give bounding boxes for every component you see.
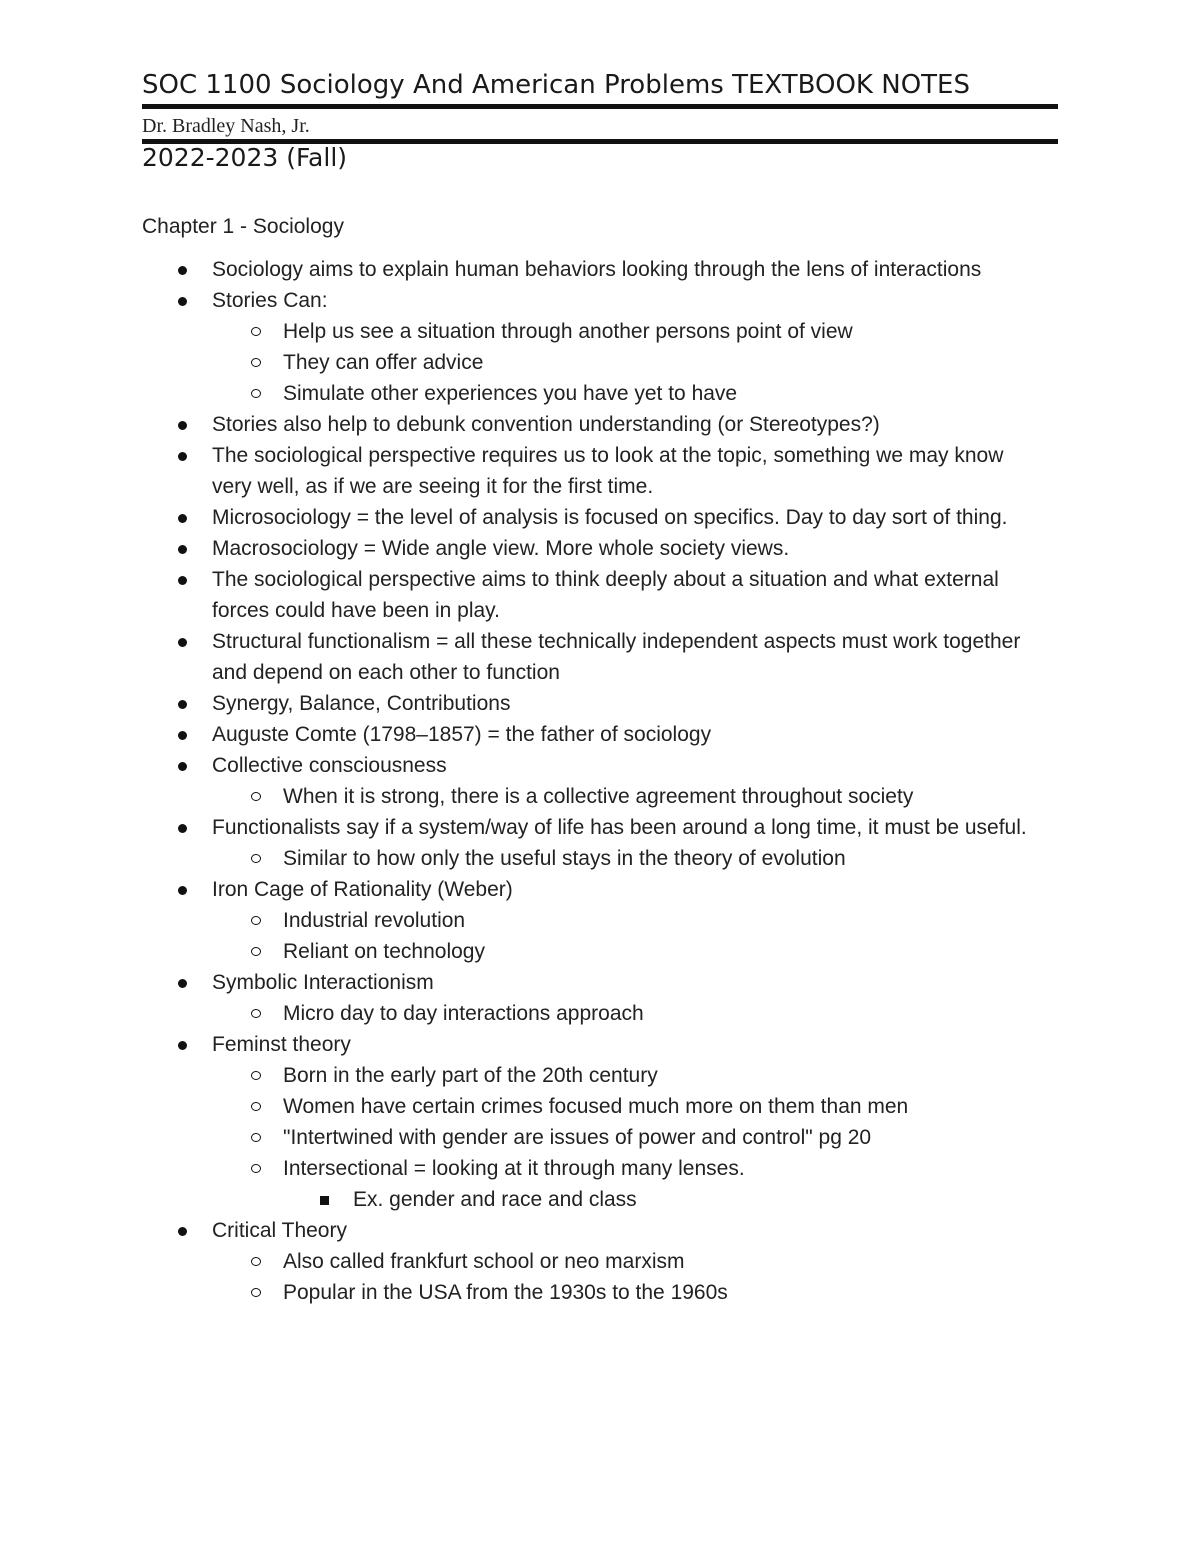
list-item-text: Simulate other experiences you have yet to have [283, 382, 738, 405]
bullet-circle-icon [250, 781, 264, 812]
list-item-text: Structural functionalism = all these technically independent aspects must work together and depend on each other to function [212, 630, 1021, 684]
list-item [0, 1029, 1048, 1060]
bullet-dot-icon [176, 1215, 188, 1246]
list-item [0, 874, 1048, 905]
bullet-dot-icon [176, 688, 188, 719]
list-item-text: Critical Theory [212, 1219, 347, 1242]
bullet-circle-icon [250, 1246, 264, 1277]
list-item-text: Micro day to day interactions approach [283, 1002, 644, 1025]
list-item-text: Sociology aims to explain human behaviors looking through the lens of interactions [212, 258, 982, 281]
term-label: 2022-2023 (Fall) [142, 143, 348, 172]
list-item-text: Macrosociology = Wide angle view. More whole society views. [212, 537, 790, 560]
list-item-text: Popular in the USA from the 1930s to the 1960s [283, 1281, 728, 1304]
bullet-circle-icon [250, 347, 264, 378]
bullet-dot-icon [176, 409, 188, 440]
bullet-circle-icon [250, 905, 264, 936]
list-item [0, 564, 1048, 626]
list-item [0, 1215, 1048, 1246]
list-item-text: Synergy, Balance, Contributions [212, 692, 511, 715]
list-item-text: Ex. gender and race and class [353, 1188, 637, 1211]
list-item [0, 626, 1048, 688]
list-item [0, 254, 1048, 285]
list-item [0, 1277, 1048, 1308]
list-item-text: Collective consciousness [212, 754, 447, 777]
list-item-text: Auguste Comte (1798–1857) = the father of sociology [212, 723, 712, 746]
list-item-text: Women have certain crimes focused much more on them than men [283, 1095, 909, 1118]
bullet-dot-icon [176, 564, 188, 595]
list-item [0, 1153, 1048, 1184]
author-name: Dr. Bradley Nash, Jr. [142, 115, 310, 137]
list-item-text: Intersectional = looking at it through many lenses. [283, 1157, 745, 1180]
list-item-text: Microsociology = the level of analysis is focused on specifics. Day to day sort of thing. [212, 506, 1008, 529]
bullet-circle-icon [250, 936, 264, 967]
list-item-text: "Intertwined with gender are issues of power and control" pg 20 [283, 1126, 872, 1149]
bullet-circle-icon [250, 316, 264, 347]
bullet-dot-icon [176, 812, 188, 843]
list-item [0, 316, 1048, 347]
list-item [0, 502, 1048, 533]
bullet-dot-icon [176, 254, 188, 285]
bullet-circle-icon [250, 843, 264, 874]
list-item-text: Industrial revolution [283, 909, 466, 932]
list-item-text: Iron Cage of Rationality (Weber) [212, 878, 513, 901]
bullet-dot-icon [176, 533, 188, 564]
list-item [0, 967, 1048, 998]
list-item-text: Stories also help to debunk convention understanding (or Stereotypes?) [212, 413, 880, 436]
list-item [0, 1091, 1048, 1122]
list-item-text: Feminst theory [212, 1033, 351, 1056]
list-item-text: Functionalists say if a system/way of life has been around a long time, it must be useful. [212, 816, 1027, 839]
list-item-text: The sociological perspective aims to think deeply about a situation and what external forces could have been in play. [212, 568, 999, 622]
bullet-dot-icon [176, 440, 188, 471]
list-item [0, 285, 1048, 316]
list-item [0, 1246, 1048, 1277]
bullet-circle-icon [250, 998, 264, 1029]
bullet-dot-icon [176, 626, 188, 657]
list-item [0, 998, 1048, 1029]
list-item [0, 409, 1048, 440]
list-item-text: Similar to how only the useful stays in the theory of evolution [283, 847, 846, 870]
list-item [0, 378, 1048, 409]
bullet-circle-icon [250, 1277, 264, 1308]
bullet-dot-icon [176, 967, 188, 998]
bullet-dot-icon [176, 750, 188, 781]
list-item [0, 936, 1048, 967]
list-item-text: When it is strong, there is a collective agreement throughout society [283, 785, 914, 808]
list-item-text: The sociological perspective requires us to look at the topic, something we may know very well, as if we are seeing it for the first time. [212, 444, 1004, 498]
list-item-text: Also called frankfurt school or neo marxism [283, 1250, 685, 1273]
list-item [0, 688, 1048, 719]
bullet-dot-icon [176, 285, 188, 316]
notes-list [0, 254, 1200, 1308]
bullet-dot-icon [176, 502, 188, 533]
list-item [0, 781, 1048, 812]
bullet-dot-icon [176, 1029, 188, 1060]
bullet-circle-icon [250, 1153, 264, 1184]
list-item [0, 1184, 1048, 1215]
chapter-heading: Chapter 1 - Sociology [142, 215, 344, 238]
list-item [0, 812, 1048, 843]
list-item [0, 1122, 1048, 1153]
bullet-circle-icon [250, 1060, 264, 1091]
list-item-text: Born in the early part of the 20th century [283, 1064, 658, 1087]
list-item [0, 533, 1048, 564]
list-item [0, 1060, 1048, 1091]
list-item [0, 347, 1048, 378]
bullet-dot-icon [176, 874, 188, 905]
list-item-text: Symbolic Interactionism [212, 971, 434, 994]
title-divider [142, 104, 1058, 109]
list-item [0, 719, 1048, 750]
bullet-circle-icon [250, 378, 264, 409]
bullet-circle-icon [250, 1122, 264, 1153]
list-item [0, 750, 1048, 781]
list-item [0, 440, 1048, 502]
list-item-text: Stories Can: [212, 289, 328, 312]
bullet-dot-icon [176, 719, 188, 750]
bullet-square-icon [318, 1184, 330, 1215]
bullet-circle-icon [250, 1091, 264, 1122]
list-item-text: They can offer advice [283, 351, 484, 374]
list-item-text: Help us see a situation through another persons point of view [283, 320, 853, 343]
list-item [0, 843, 1048, 874]
list-item [0, 905, 1048, 936]
document-title: SOC 1100 Sociology And American Problems TEXTBOOK NOTES [142, 70, 970, 100]
list-item-text: Reliant on technology [283, 940, 485, 963]
